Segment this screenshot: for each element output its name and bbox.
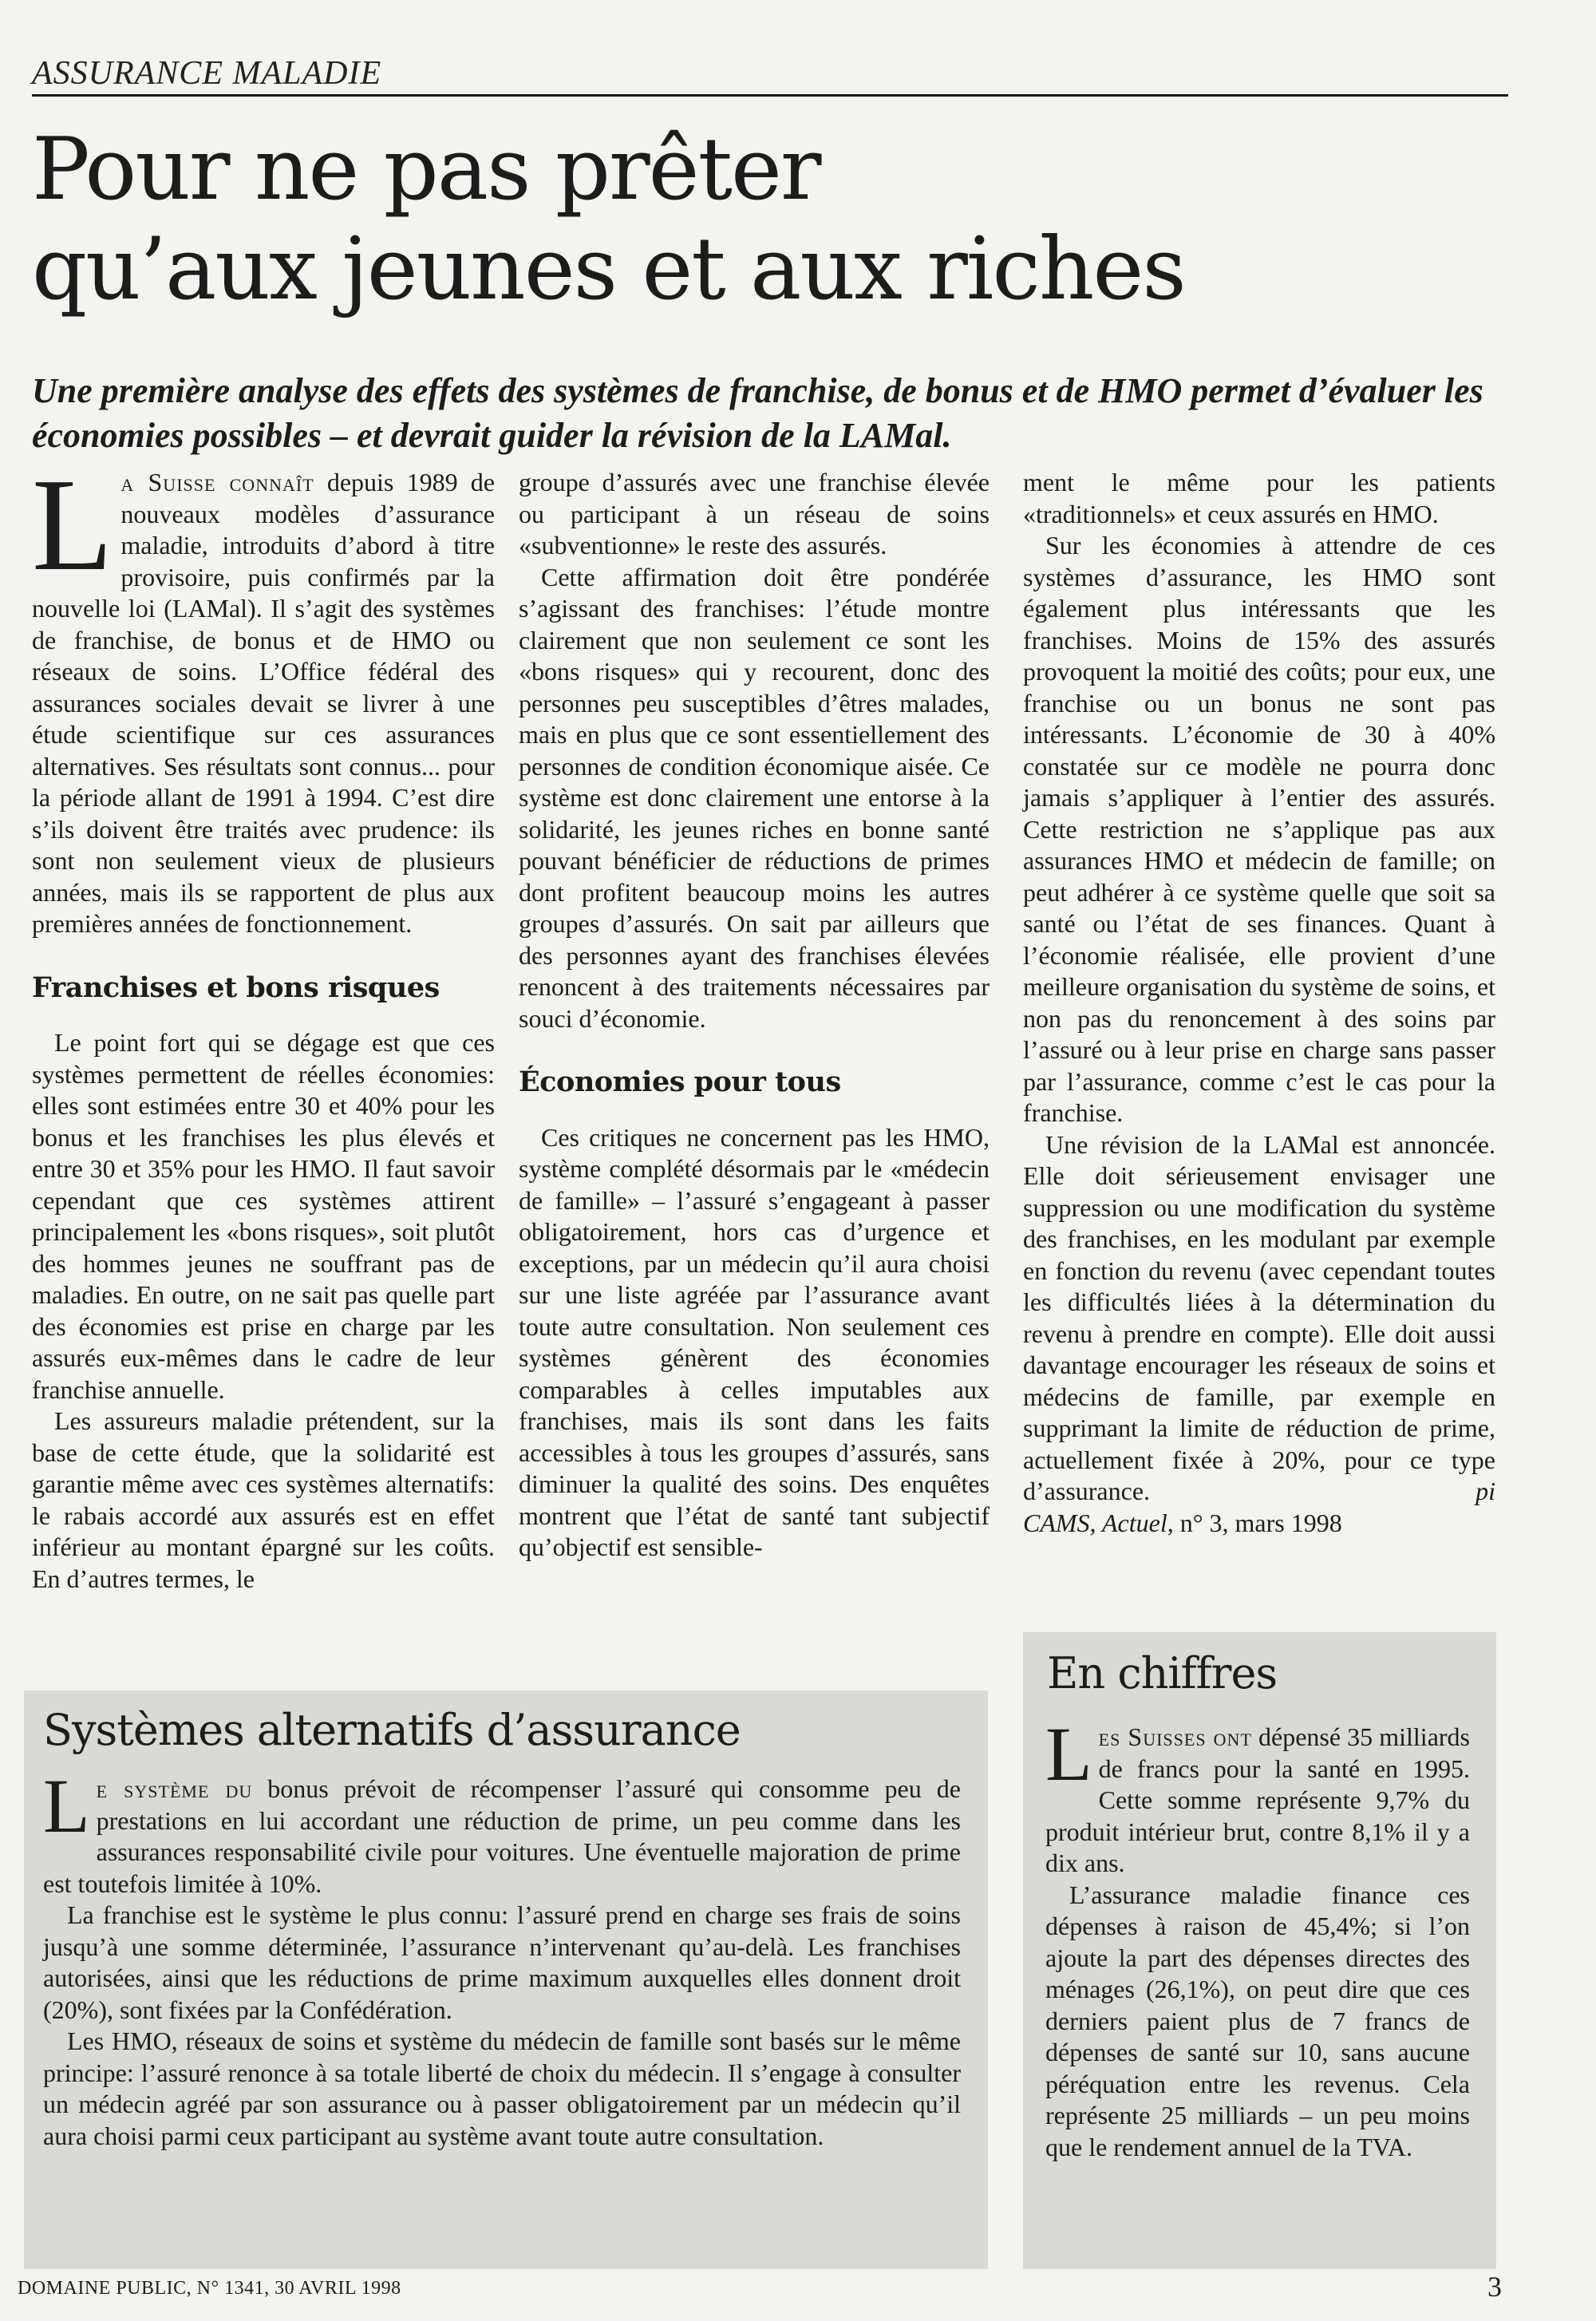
box-figures-text-1: dépensé 35 milliards de francs pour la santé en 1995. Cette somme représente 9,7% du produit intérieur brut, contre 8,1% il y a dix ans. bbox=[1045, 1722, 1471, 1877]
source-citation bbox=[1023, 1508, 1495, 1540]
box-figures-drop-cap: L bbox=[1045, 1711, 1092, 1797]
paragraph-3a: Les assureurs maladie prétendent, sur la base de cette étude, que la solidarité est garantie même avec ces systèmes alternatifs: le rabais accordé aux assurés est en effet inférieur au montant épargné sur les coûts. En d’autres termes, le bbox=[32, 1406, 495, 1593]
page-number: 3 bbox=[1487, 2271, 1502, 2303]
box-figures-title: En chiffres bbox=[1047, 1648, 1278, 1698]
intro-smallcaps: a Suisse connaît bbox=[120, 468, 314, 496]
source-name: CAMS, Actuel bbox=[1023, 1508, 1167, 1537]
article-column-3 bbox=[1023, 467, 1495, 1539]
box-systems-text-1: bonus prévoit de récompenser l’assuré qui consomme peu de prestations en lui accordant une réduction de prime, un peu comme dans les assurances responsabilité civile pour voitures. Une éventuelle majoration de prime est toutefois limitée à 10%. bbox=[43, 1774, 961, 1898]
article-lead: Une première analyse des effets des systèmes de franchise, de bonus et de HMO permet d’évaluer les économies possibles – et devrait guider la révision de la LAMal. bbox=[32, 371, 1483, 455]
header-rule bbox=[32, 94, 1508, 97]
paragraph-7-text: Une révision de la LAMal est annoncée. Elle doit sérieusement envisager une suppression ou une modification du système des franchises, en les modulant par exemple en fonction du revenu (avec cependant toutes les difficultés liées à la détermination du revenu à prendre en compte). Elle doit aussi davantage encourager les réseaux de soins et médecins de famille, par exemple en supprimant la limite de réduction de prime, actuellement fixée à 20%, pour ce type d’assurance. bbox=[1023, 1129, 1495, 1505]
box-systems-title: Systèmes alternatifs d’assurance bbox=[43, 1705, 741, 1755]
intro-paragraph bbox=[32, 451, 496, 940]
box-systems-paragraph-2: La franchise est le système le plus connu: l’assuré prend en charge ses frais de soins jusqu’à une somme déterminée, l’assurance n’intervenant qu’au-delà. Les franchises autorisées, ainsi que les réductions de prime maximum auxquelles elles donnent droit (20%), sont fixées par la Confédération. bbox=[43, 1900, 961, 2024]
paragraph-7 bbox=[1023, 1129, 1495, 1508]
section-label: ASSURANCE MALADIE bbox=[32, 55, 382, 92]
paragraph-3b: groupe d’assurés avec une franchise élevée ou participant à un réseau de soins «subventionne» le reste des assurés. bbox=[519, 468, 990, 559]
paragraph-5b: ment le même pour les patients «traditionnels» et ceux assurés en HMO. bbox=[1023, 468, 1495, 528]
subheading-economies: Économies pour tous bbox=[519, 1066, 841, 1098]
box-systems-paragraph-3: Les HMO, réseaux de soins et système du médecin de famille sont basés sur le même principe: l’assuré renonce à sa totale liberté de choix du médecin. Il s’engage à consulter un médecin agréé par son assurance ou à passer obligatoirement par un médecin qu’il aura choisi parmi ceux participant au système avant toute autre consultation. bbox=[43, 2026, 961, 2150]
paragraph-2: Le point fort qui se dégage est que ces systèmes permettent de réelles économies: elles sont estimées entre 30 et 40% pour les bonus et les franchises les plus élevés et entre 30 et 35% pour les HMO. Il faut savoir cependant que ces systèmes attirent principalement les «bons risques», soit plutôt des hommes jeunes ne souffrant pas de maladies. En outre, on ne sait pas quelle part des économies est prise en charge par les assurés eux-mêmes dans le cadre de leur franchise annuelle. bbox=[32, 1028, 495, 1404]
box-systems-drop-cap: L bbox=[43, 1763, 90, 1848]
paragraph-4: Cette affirmation doit être pondérée s’agissant des franchises: l’étude montre clairement que non seulement ce sont les «bons risques» qui y recourent, donc des personnes peu susceptibles d’êtres malades, mais en plus que ce sont essentiellement des personnes de condition économique aisée. Ce système est donc clairement une entorse à la solidarité, les jeunes riches en bonne santé pouvant bénéficier de réductions de primes dont profitent beaucoup moins les autres groupes d’assurés. On sait par ailleurs que des personnes ayant des franchises élevées renoncent à des traitements nécessaires par souci d’économie. bbox=[519, 562, 990, 1033]
title-line-1: Pour ne pas prêter bbox=[32, 120, 820, 219]
subheading-franchises: Franchises et bons risques bbox=[32, 971, 440, 1004]
box-systems-body bbox=[43, 1763, 961, 2152]
drop-cap: L bbox=[32, 451, 113, 598]
box-figures-paragraph-2: L’assurance maladie finance ces dépenses à raison de 45,4%; si l’on ajoute la part des dépenses directes des ménages (26,1%), on peut dire que ces derniers paient plus de 7 francs de dépenses de santé sur 10, sans aucune péréquation entre les revenus. Cela représente 25 milliards – un peu moins que le rendement annuel de la TVA. bbox=[1045, 1880, 1470, 2161]
sidebar-box-figures bbox=[1023, 1632, 1496, 2269]
article-column-1 bbox=[32, 451, 496, 1595]
author-signature: pi bbox=[1476, 1477, 1495, 1505]
box-systems-smallcaps: e système du bbox=[96, 1774, 253, 1803]
article-title bbox=[32, 120, 1389, 319]
box-figures-smallcaps: es Suisses ont bbox=[1098, 1722, 1252, 1751]
footer-publication: DOMAINE PUBLIC, N° 1341, 30 AVRIL 1998 bbox=[18, 2278, 401, 2299]
intro-text: depuis 1989 de nouveaux modèles d’assurance maladie, introduits d’abord à titre provisoire, puis confirmés par la nouvelle loi (LAMal). Il s’agit des systèmes de franchise, de bonus et de HMO ou réseaux de soins. L’Office fédéral des assurances sociales devait se livrer à une étude scientifique sur ces assurances alternatives. Ses résultats sont connus... pour la période allant de 1991 à 1994. C’est dire s’ils doivent être traités avec prudence: ils sont non seulement vieux de plusieurs années, mais ils se rapportent de plus aux premières années de fonctionnement. bbox=[32, 468, 496, 938]
box-systems-paragraph-1 bbox=[43, 1763, 961, 1900]
title-line-2: qu’aux jeunes et aux riches bbox=[32, 219, 1185, 319]
source-issue: , n° 3, mars 1998 bbox=[1167, 1508, 1342, 1537]
article-column-2 bbox=[519, 467, 990, 1564]
paragraph-5a: Ces critiques ne concernent pas les HMO, système complété désormais par le «médecin de famille» – l’assuré s’engageant à passer obligatoirement, hors cas d’urgence et exceptions, par un médecin qu’il aura choisi sur une liste agréée par l’assurance avant toute autre consultation. Non seulement ces systèmes génèrent des économies comparables à celles imputables aux franchises, mais ils sont dans les faits accessibles à tous les groupes d’assurés, sans diminuer la qualité des soins. Des enquêtes montrent que l’état de santé tant subjectif qu’objectif est sensible- bbox=[519, 1122, 990, 1561]
sidebar-box-systems bbox=[24, 1690, 988, 2269]
box-figures-paragraph-1 bbox=[1045, 1711, 1471, 1880]
paragraph-6: Sur les économies à attendre de ces systèmes d’assurance, les HMO sont également plus intéressants que les franchises. Moins de 15% des assurés provoquent la moitié des coûts; pour eux, une franchise ou un bonus ne sont pas intéressants. L’économie de 30 à 40% constatée sur ce modèle ne pourra donc jamais s’appliquer à l’entier des assurés. Cette restriction ne s’applique pas aux assurances HMO et médecin de famille; on peut adhérer à ce système quelle que soit sa santé ou l’état de ses finances. Quant à l’économie réalisée, elle provient d’une meilleure organisation du système de soins, et non pas du renoncement à des soins par l’assuré ou à leur prise en charge sans passer par l’assurance, comme c’est le cas pour la franchise. bbox=[1023, 531, 1495, 1127]
box-figures-body bbox=[1045, 1711, 1471, 2163]
